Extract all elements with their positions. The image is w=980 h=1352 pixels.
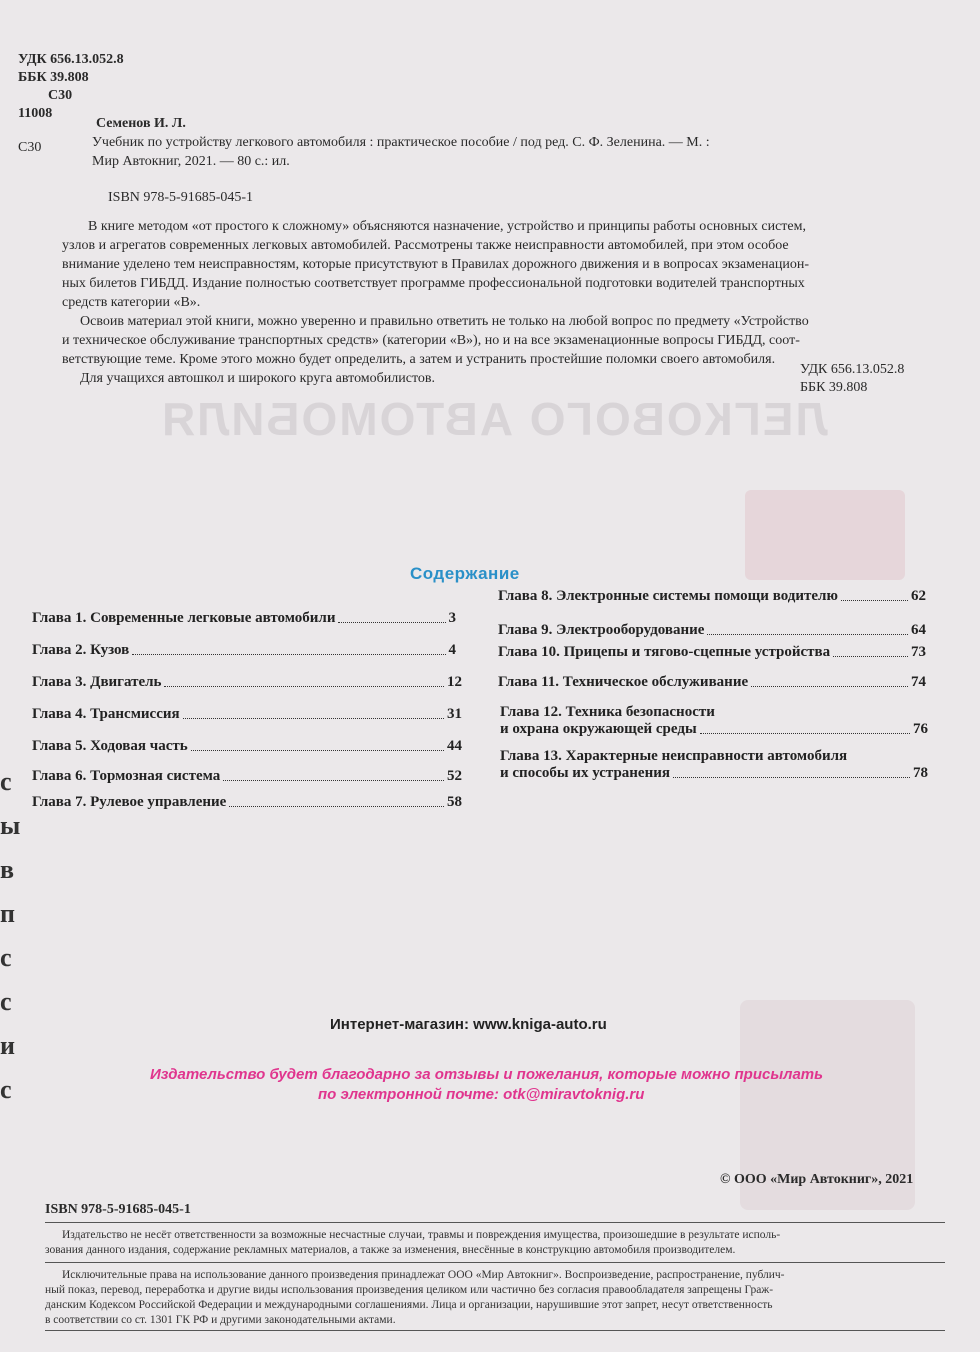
udc-code-right: УДК 656.13.052.8 xyxy=(800,362,905,377)
toc-entry-line xyxy=(500,765,928,782)
edge-glyph: и xyxy=(0,1031,15,1060)
toc-entry[interactable] xyxy=(32,738,462,755)
divider xyxy=(45,1222,945,1223)
toc-entry-label: Глава 11. Техническое обслуживание xyxy=(498,674,749,690)
catalog-number: 11008 xyxy=(18,106,53,121)
toc-entry-page: 3 xyxy=(448,610,456,626)
toc-entry[interactable] xyxy=(32,706,462,723)
toc-entry-label: Глава 13. Характерные неисправности автомобиля xyxy=(500,748,848,764)
toc-entry-page: 78 xyxy=(913,765,928,781)
isbn-bottom: ISBN 978-5-91685-045-1 xyxy=(45,1202,191,1217)
annotation-line: ных билетов ГИБДД. Издание полностью соответствует программе профессиональной подготовки водителей транспортных xyxy=(62,276,805,291)
author-mark: С30 xyxy=(48,88,73,103)
annotation-line: ветствующие теме. Кроме этого можно будет определить, а затем и устранить простейшие поломки своего автомобиля. xyxy=(62,352,776,367)
isbn-top: ISBN 978-5-91685-045-1 xyxy=(108,190,254,205)
disclaimer-line: Издательство не несёт ответственности за возможные несчастные случаи, травмы и повреждения имущества, произошедшие в результате исполь- xyxy=(62,1229,781,1241)
toc-entry-label-cont: и охрана окружающей среды xyxy=(500,721,697,737)
toc-entry-two-line[interactable] xyxy=(500,748,928,782)
toc-entry[interactable] xyxy=(32,610,456,627)
copyright: © ООО «Мир Автокниг», 2021 xyxy=(720,1172,914,1187)
audience-line: Для учащихся автошкол и широкого круга автомобилистов. xyxy=(80,371,436,386)
toc-leader-dots xyxy=(833,656,908,657)
toc-entry-page: 76 xyxy=(913,721,928,737)
toc-entry-page: 31 xyxy=(447,706,462,722)
edge-glyph: в xyxy=(0,855,15,884)
toc-entry-page: 44 xyxy=(447,738,462,754)
divider xyxy=(45,1262,945,1263)
toc-leader-dots xyxy=(132,654,445,655)
toc-entry-page: 73 xyxy=(911,644,926,660)
toc-entry-page: 52 xyxy=(447,768,462,784)
annotation-line: Освоив материал этой книги, можно уверенно и правильно ответить не только на любой вопрос по предмету «Устройство xyxy=(80,314,809,329)
annotation-line: и техническое обслуживание транспортных средств» (категории «В»), но и на все экзаменационные вопросы ГИБДД, соот- xyxy=(62,333,800,348)
toc-entry-label: Глава 3. Двигатель xyxy=(32,674,162,690)
edge-glyph: ы xyxy=(0,811,21,840)
toc-entry-label: Глава 10. Прицепы и тягово-сцепные устройства xyxy=(498,644,831,660)
toc-entry-line xyxy=(500,721,928,738)
toc-title: Содержание xyxy=(410,564,520,583)
toc-leader-dots xyxy=(191,750,444,751)
edge-glyph: с xyxy=(0,987,12,1016)
toc-entry-label: Глава 2. Кузов xyxy=(32,642,130,658)
rights-line: ный показ, перевод, переработка и другие виды использования произведения целиком или частично без согласия правообладателя запрещены Граж- xyxy=(45,1284,774,1296)
udc-code: УДК 656.13.052.8 xyxy=(18,52,124,67)
toc-leader-dots xyxy=(183,718,444,719)
bbk-code-right: ББК 39.808 xyxy=(800,380,868,395)
bbk-code: ББК 39.808 xyxy=(18,70,89,85)
toc-entry[interactable] xyxy=(498,622,926,639)
toc-entry[interactable] xyxy=(498,588,926,605)
annotation-line: узлов и агрегатов современных легковых автомобилей. Рассмотрены также неисправности автомобилей, при этом особое xyxy=(62,238,789,253)
edge-glyph: с xyxy=(0,767,12,796)
toc-entry-label: Глава 7. Рулевое управление xyxy=(32,794,227,810)
toc-entry-label: Глава 6. Тормозная система xyxy=(32,768,221,784)
bleed-through-title: ЛЕГКОВОГО АВТОМОБИЛЯ xyxy=(160,393,828,445)
annotation-line: В книге методом «от простого к сложному» объясняются назначение, устройство и принципы работы основных систем, xyxy=(88,219,806,234)
edge-glyph: с xyxy=(0,1075,12,1104)
online-shop-link[interactable]: Интернет-магазин: www.kniga-auto.ru xyxy=(330,1016,607,1033)
toc-leader-dots xyxy=(673,777,910,778)
author-mark-2: С30 xyxy=(18,140,42,155)
toc-entry-label: Глава 4. Трансмиссия xyxy=(32,706,180,722)
toc-entry-label: Глава 1. Современные легковые автомобили xyxy=(32,610,336,626)
toc-leader-dots xyxy=(164,686,444,687)
toc-leader-dots xyxy=(229,806,444,807)
rights-line: Исключительные права на использование данного произведения принадлежат ООО «Мир Автокниг». Воспроизведение, распространение, публич- xyxy=(62,1269,785,1281)
bib-line-2: Мир Автокниг, 2021. — 80 с.: ил. xyxy=(92,154,290,169)
toc-leader-dots xyxy=(751,686,908,687)
toc-entry-page: 58 xyxy=(447,794,462,810)
toc-entry-label: Глава 9. Электрооборудование xyxy=(498,622,705,638)
rights-line: данским Кодексом Российской Федерации и международными соглашениями. Лица и организации, нарушившие этот запрет, несут ответственность xyxy=(45,1299,773,1311)
toc-leader-dots xyxy=(223,780,444,781)
rights-line: в соответствии со ст. 1301 ГК РФ и другими законодательными актами. xyxy=(45,1314,396,1326)
publisher-email[interactable]: по электронной почте: otk@miravtoknig.ru xyxy=(318,1086,645,1103)
toc-entry[interactable] xyxy=(32,674,462,691)
toc-entry-page: 62 xyxy=(911,588,926,604)
toc-entry-label: Глава 12. Техника безопасности xyxy=(500,704,715,720)
toc-entry-label: Глава 5. Ходовая часть xyxy=(32,738,188,754)
toc-entry-label-cont: и способы их устранения xyxy=(500,765,670,781)
edge-glyph: п xyxy=(0,899,15,928)
toc-entry-two-line[interactable] xyxy=(500,704,928,738)
toc-leader-dots xyxy=(700,733,910,734)
toc-entry[interactable] xyxy=(498,644,926,661)
toc-entry[interactable] xyxy=(498,674,926,691)
toc-leader-dots xyxy=(338,622,445,623)
toc-entry-page: 12 xyxy=(447,674,462,690)
divider xyxy=(45,1330,945,1331)
toc-entry[interactable] xyxy=(32,768,462,785)
page-edge-letters xyxy=(0,760,21,1320)
toc-entry-page: 74 xyxy=(911,674,926,690)
bleed-through-block xyxy=(745,490,905,580)
publisher-note-line-1: Издательство будет благодарно за отзывы и пожелания, которые можно присылать xyxy=(150,1066,824,1083)
toc-entry-page: 4 xyxy=(448,642,456,658)
disclaimer-line: зования данного издания, содержание рекламных материалов, а также за изменения, внесённые в конструкцию автомобиля производителем. xyxy=(45,1244,736,1256)
toc-leader-dots xyxy=(707,634,908,635)
toc-leader-dots xyxy=(841,600,908,601)
bib-line-1: Учебник по устройству легкового автомобиля : практическое пособие / под ред. С. Ф. Зеленина. — М. : xyxy=(92,135,710,150)
toc-entry-label: Глава 8. Электронные системы помощи водителю xyxy=(498,588,838,604)
edge-glyph: с xyxy=(0,943,12,972)
toc-entry[interactable] xyxy=(32,794,462,811)
author-name: Семенов И. Л. xyxy=(96,116,186,131)
annotation-line: внимание уделено тем неисправностям, которые присутствуют в Правилах дорожного движения и в вопросах экзаменацион- xyxy=(62,257,810,272)
toc-entry-page: 64 xyxy=(911,622,926,638)
toc-entry[interactable] xyxy=(32,642,456,659)
annotation-line: средств категории «В». xyxy=(62,295,201,310)
